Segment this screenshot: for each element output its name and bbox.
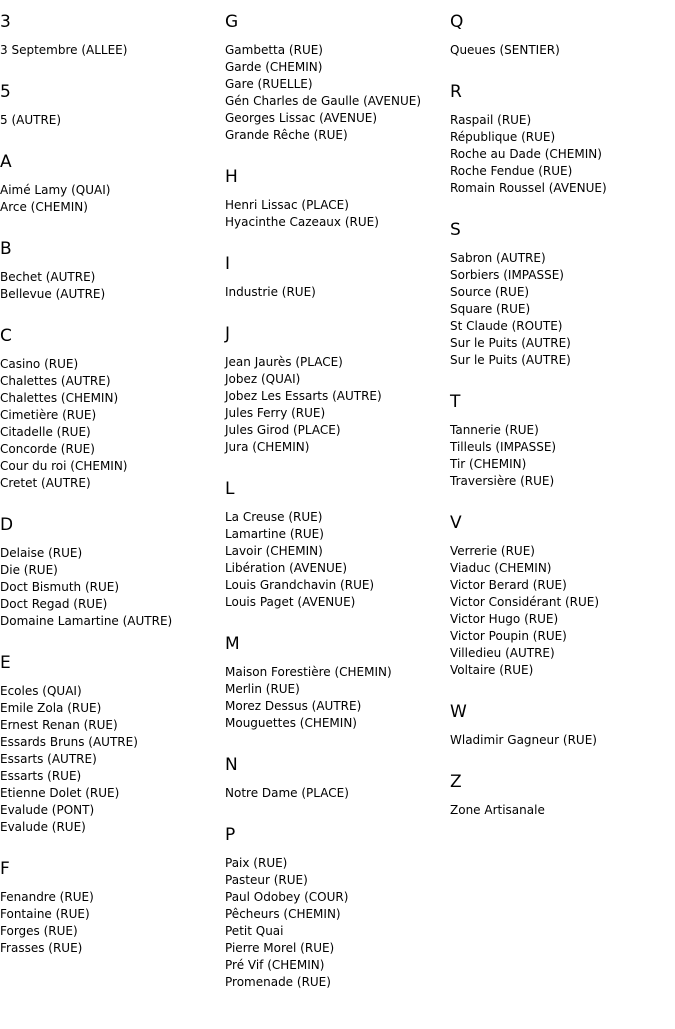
letter-heading: B xyxy=(0,239,12,259)
letter-heading: Z xyxy=(450,772,462,792)
letter-heading: T xyxy=(450,392,461,412)
street-link[interactable]: Jobez (QUAI) xyxy=(225,372,301,386)
street-link[interactable]: Jules Girod (PLACE) xyxy=(225,423,341,437)
street-link[interactable]: Emile Zola (RUE) xyxy=(0,701,102,715)
letter-group xyxy=(450,772,675,819)
street-link[interactable]: Pasteur (RUE) xyxy=(225,873,308,887)
letter-heading: L xyxy=(225,479,235,499)
street-link[interactable]: Arce (CHEMIN) xyxy=(0,200,88,214)
street-link[interactable]: Merlin (RUE) xyxy=(225,682,300,696)
letter-heading: G xyxy=(225,12,239,32)
street-link[interactable]: Bellevue (AUTRE) xyxy=(0,287,106,301)
street-list xyxy=(225,664,450,732)
street-link[interactable]: Libération (AVENUE) xyxy=(225,561,348,575)
letter-group xyxy=(225,825,450,991)
street-link[interactable]: La Creuse (RUE) xyxy=(225,510,323,524)
street-link[interactable]: Petit Quai xyxy=(225,924,284,938)
street-link[interactable]: Citadelle (RUE) xyxy=(0,425,91,439)
street-link[interactable]: Casino (RUE) xyxy=(0,357,79,371)
street-link[interactable]: Viaduc (CHEMIN) xyxy=(450,561,552,575)
letter-group xyxy=(450,513,675,679)
street-link[interactable]: 5 (AUTRE) xyxy=(0,113,62,127)
letter-heading: M xyxy=(225,634,240,654)
street-link[interactable]: Tannerie (RUE) xyxy=(450,423,539,437)
street-link[interactable]: République (RUE) xyxy=(450,130,556,144)
street-link[interactable]: Promenade (RUE) xyxy=(225,975,331,989)
street-link[interactable]: Roche au Dade (CHEMIN) xyxy=(450,147,602,161)
street-link[interactable]: Gén Charles de Gaulle (AVENUE) xyxy=(225,94,422,108)
letter-group xyxy=(450,82,675,197)
letter-group xyxy=(0,12,225,59)
street-link[interactable]: Henri Lissac (PLACE) xyxy=(225,198,349,212)
street-link[interactable]: Sorbiers (IMPASSE) xyxy=(450,268,564,282)
street-index-column-1 xyxy=(0,0,225,957)
street-link[interactable]: Essards Bruns (AUTRE) xyxy=(0,735,138,749)
street-link[interactable]: Queues (SENTIER) xyxy=(450,43,560,57)
street-link[interactable]: St Claude (ROUTE) xyxy=(450,319,563,333)
letter-group xyxy=(225,324,450,456)
street-link[interactable]: Evalude (PONT) xyxy=(0,803,95,817)
letter-heading: C xyxy=(0,326,12,346)
letter-heading: H xyxy=(225,167,238,187)
street-link[interactable]: Raspail (RUE) xyxy=(450,113,532,127)
street-link[interactable]: Pierre Morel (RUE) xyxy=(225,941,335,955)
street-link[interactable]: Lavoir (CHEMIN) xyxy=(225,544,323,558)
letter-group xyxy=(225,167,450,231)
street-list xyxy=(450,422,675,490)
street-link[interactable]: Die (RUE) xyxy=(0,563,58,577)
street-link[interactable]: Sabron (AUTRE) xyxy=(450,251,546,265)
letter-heading: 3 xyxy=(0,12,11,32)
street-link[interactable]: Square (RUE) xyxy=(450,302,531,316)
street-list xyxy=(0,182,225,216)
letter-heading: Q xyxy=(450,12,464,32)
street-link[interactable]: Garde (CHEMIN) xyxy=(225,60,323,74)
letter-heading: F xyxy=(0,859,10,879)
letter-heading: E xyxy=(0,653,11,673)
street-list xyxy=(225,855,450,991)
street-link[interactable]: Cretet (AUTRE) xyxy=(0,476,91,490)
street-link[interactable]: Jura (CHEMIN) xyxy=(225,440,310,454)
street-index-column-2 xyxy=(225,0,450,991)
street-list xyxy=(0,112,225,129)
street-link[interactable]: Essarts (RUE) xyxy=(0,769,82,783)
street-index-column-3 xyxy=(450,0,675,819)
street-list xyxy=(0,683,225,836)
letter-heading: D xyxy=(0,515,14,535)
letter-group xyxy=(450,12,675,59)
street-link[interactable]: Doct Bismuth (RUE) xyxy=(0,580,120,594)
street-link[interactable]: Victor Considérant (RUE) xyxy=(450,595,600,609)
street-link[interactable]: Tilleuls (IMPASSE) xyxy=(450,440,557,454)
street-link[interactable]: Source (RUE) xyxy=(450,285,530,299)
street-link[interactable]: Louis Paget (AVENUE) xyxy=(225,595,356,609)
street-list xyxy=(0,42,225,59)
street-link[interactable]: Etienne Dolet (RUE) xyxy=(0,786,120,800)
street-link[interactable]: Chalettes (AUTRE) xyxy=(0,374,111,388)
street-link[interactable]: Jules Ferry (RUE) xyxy=(225,406,326,420)
street-link[interactable]: Roche Fendue (RUE) xyxy=(450,164,573,178)
street-list xyxy=(450,802,675,819)
letter-group xyxy=(450,702,675,749)
street-link[interactable]: Fenandre (RUE) xyxy=(0,890,94,904)
street-link[interactable]: Wladimir Gagneur (RUE) xyxy=(450,733,597,747)
letter-heading: I xyxy=(225,254,231,274)
street-list xyxy=(0,356,225,492)
letter-heading: 5 xyxy=(0,82,11,102)
letter-heading: R xyxy=(450,82,462,102)
street-link[interactable]: Georges Lissac (AVENUE) xyxy=(225,111,378,125)
street-link[interactable]: Ecoles (QUAI) xyxy=(0,684,82,698)
street-link[interactable]: Cimetière (RUE) xyxy=(0,408,97,422)
letter-heading: J xyxy=(225,324,231,344)
street-list xyxy=(0,545,225,630)
letter-group xyxy=(0,239,225,303)
street-link[interactable]: Bechet (AUTRE) xyxy=(0,270,96,284)
street-link[interactable]: Maison Forestière (CHEMIN) xyxy=(225,665,392,679)
letter-group xyxy=(225,634,450,732)
street-link[interactable]: Traversière (RUE) xyxy=(450,474,555,488)
street-link[interactable]: Lamartine (RUE) xyxy=(225,527,324,541)
letter-group xyxy=(450,220,675,369)
street-link[interactable]: Paul Odobey (COUR) xyxy=(225,890,349,904)
street-link[interactable]: Louis Grandchavin (RUE) xyxy=(225,578,375,592)
street-list xyxy=(225,509,450,611)
letter-group xyxy=(0,82,225,129)
street-link[interactable]: Paix (RUE) xyxy=(225,856,288,870)
street-link[interactable]: Chalettes (CHEMIN) xyxy=(0,391,119,405)
street-link[interactable]: Victor Berard (RUE) xyxy=(450,578,567,592)
street-link[interactable]: Frasses (RUE) xyxy=(0,941,83,955)
street-list xyxy=(450,543,675,679)
street-link[interactable]: Industrie (RUE) xyxy=(225,285,316,299)
street-link[interactable]: Doct Regad (RUE) xyxy=(0,597,108,611)
street-link[interactable]: Victor Hugo (RUE) xyxy=(450,612,559,626)
letter-group xyxy=(225,479,450,611)
street-link[interactable]: Jobez Les Essarts (AUTRE) xyxy=(225,389,382,403)
street-link[interactable]: Romain Roussel (AVENUE) xyxy=(450,181,607,195)
street-link[interactable]: Grande Rêche (RUE) xyxy=(225,128,348,142)
street-list xyxy=(225,42,450,144)
street-link[interactable]: Victor Poupin (RUE) xyxy=(450,629,567,643)
street-link[interactable]: Mouguettes (CHEMIN) xyxy=(225,716,357,730)
letter-group xyxy=(0,653,225,836)
street-list xyxy=(450,112,675,197)
letter-heading: S xyxy=(450,220,461,240)
letter-heading: V xyxy=(450,513,462,533)
letter-heading: A xyxy=(0,152,12,172)
street-link[interactable]: Hyacinthe Cazeaux (RUE) xyxy=(225,215,379,229)
street-list xyxy=(450,42,675,59)
street-link[interactable]: Jean Jaurès (PLACE) xyxy=(225,355,343,369)
street-link[interactable]: Fontaine (RUE) xyxy=(0,907,90,921)
street-link[interactable]: Forges (RUE) xyxy=(0,924,78,938)
street-link[interactable]: Delaise (RUE) xyxy=(0,546,83,560)
street-link[interactable]: Morez Dessus (AUTRE) xyxy=(225,699,362,713)
street-link[interactable]: Evalude (RUE) xyxy=(0,820,86,834)
street-link[interactable]: Concorde (RUE) xyxy=(0,442,95,456)
street-list xyxy=(0,269,225,303)
letter-heading: P xyxy=(225,825,236,845)
street-link[interactable]: Ernest Renan (RUE) xyxy=(0,718,118,732)
street-link[interactable]: Essarts (AUTRE) xyxy=(0,752,97,766)
street-list xyxy=(225,197,450,231)
street-link[interactable]: Pêcheurs (CHEMIN) xyxy=(225,907,341,921)
street-link[interactable]: Aimé Lamy (QUAI) xyxy=(0,183,111,197)
street-link[interactable]: Tir (CHEMIN) xyxy=(450,457,527,471)
street-link[interactable]: Notre Dame (PLACE) xyxy=(225,786,349,800)
letter-group xyxy=(225,12,450,144)
street-link[interactable]: Pré Vif (CHEMIN) xyxy=(225,958,325,972)
street-link[interactable]: Gambetta (RUE) xyxy=(225,43,323,57)
street-link[interactable]: Voltaire (RUE) xyxy=(450,663,534,677)
street-link[interactable]: Zone Artisanale xyxy=(450,803,545,817)
letter-group xyxy=(0,859,225,957)
street-link[interactable]: Domaine Lamartine (AUTRE) xyxy=(0,614,173,628)
street-link[interactable]: Villedieu (AUTRE) xyxy=(450,646,555,660)
street-link[interactable]: Cour du roi (CHEMIN) xyxy=(0,459,128,473)
street-list xyxy=(450,732,675,749)
letter-group xyxy=(225,755,450,802)
street-link[interactable]: Verrerie (RUE) xyxy=(450,544,535,558)
street-link[interactable]: 3 Septembre (ALLEE) xyxy=(0,43,128,57)
letter-group xyxy=(225,254,450,301)
street-list xyxy=(0,889,225,957)
letter-group xyxy=(0,326,225,492)
street-link[interactable]: Gare (RUELLE) xyxy=(225,77,313,91)
letter-heading: N xyxy=(225,755,238,775)
letter-group xyxy=(0,152,225,216)
letter-heading: W xyxy=(450,702,467,722)
street-link[interactable]: Sur le Puits (AUTRE) xyxy=(450,336,571,350)
street-list xyxy=(225,785,450,802)
street-list xyxy=(225,284,450,301)
street-link[interactable]: Sur le Puits (AUTRE) xyxy=(450,353,571,367)
letter-group xyxy=(450,392,675,490)
street-list xyxy=(225,354,450,456)
letter-group xyxy=(0,515,225,630)
street-list xyxy=(450,250,675,369)
